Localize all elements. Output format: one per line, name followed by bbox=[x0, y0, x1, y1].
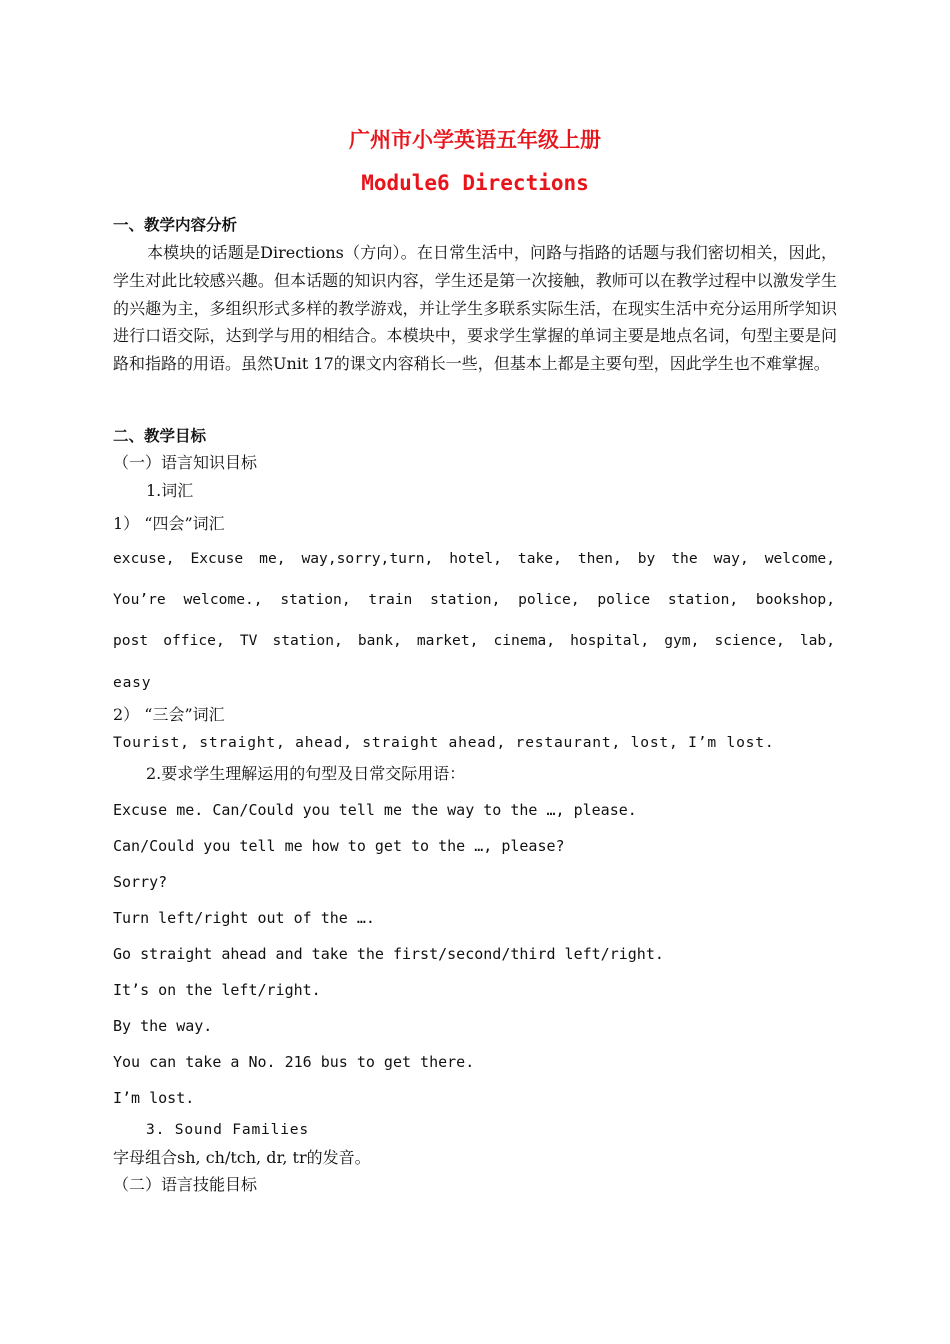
item-sentence-patterns: 2.要求学生理解运用的句型及日常交际用语： bbox=[146, 764, 466, 783]
vocab-line: post office, TV station, bank, market, cinema, hospital, gym, science, lab, bbox=[113, 632, 835, 649]
vocab-line: easy bbox=[113, 674, 152, 691]
sentence-line: Sorry? bbox=[113, 873, 168, 891]
paragraph-text: 本模块的话题是Directions（方向）。在日常生活中，问路与指路的话题与我们密切相关，因此，学生对此比较感兴趣。但本话题的知识内容，学生还是第一次接触，教师可以在教学过程中以激发学生的兴趣为主，多组织形式多样的教学游戏，并让学生多联系实际生活，在现实生活中充分运用所学知识进行口语交际，达到学与用的相结合。本模块中，要求学生掌握的单词主要是地点名词，句型主要是问路和指路的用语。虽然Unit 17的课文内容稍长一些，但基本上都是主要句型，因此学生也不难掌握。 bbox=[113, 243, 837, 374]
sentence-line: Can/Could you tell me how to get to the …, please? bbox=[113, 837, 565, 855]
sentence-line: Turn left/right out of the …. bbox=[113, 909, 375, 927]
document-title: 广州市小学英语五年级上册 bbox=[349, 128, 601, 152]
vocab-line: excuse, Excuse me, way,sorry,turn, hotel, take, then, by the way, welcome, bbox=[113, 550, 835, 567]
sound-families-line: 字母组合sh, ch/tch, dr, tr的发音。 bbox=[113, 1148, 371, 1167]
vocab-line: You’re welcome., station, train station, police, police station, bookshop, bbox=[113, 591, 835, 608]
item-vocabulary: 1.词汇 bbox=[146, 481, 194, 500]
three-skills-vocab: Tourist, straight, ahead, straight ahead, restaurant, lost, I’m lost. bbox=[113, 734, 775, 751]
subsection-language-skills: （二）语言技能目标 bbox=[113, 1175, 258, 1194]
content-analysis-paragraph bbox=[113, 239, 837, 378]
four-skills-label: 1） “四会”词汇 bbox=[113, 514, 225, 533]
item-sound-families: 3. Sound Families bbox=[146, 1121, 309, 1138]
sentence-line: I’m lost. bbox=[113, 1089, 195, 1107]
section-heading-content-analysis: 一、教学内容分析 bbox=[113, 216, 238, 234]
sentence-line: It’s on the left/right. bbox=[113, 981, 321, 999]
sentence-line: By the way. bbox=[113, 1017, 213, 1035]
subsection-language-knowledge: （一）语言知识目标 bbox=[113, 453, 258, 472]
three-skills-label: 2） “三会”词汇 bbox=[113, 705, 225, 724]
sentence-line: Excuse me. Can/Could you tell me the way to the …, please. bbox=[113, 801, 637, 819]
document-subtitle: Module6 Directions bbox=[361, 171, 589, 195]
section-heading-teaching-goals: 二、教学目标 bbox=[113, 427, 207, 445]
sentence-line: You can take a No. 216 bus to get there. bbox=[113, 1053, 475, 1071]
sentence-line: Go straight ahead and take the first/second/third left/right. bbox=[113, 945, 664, 963]
